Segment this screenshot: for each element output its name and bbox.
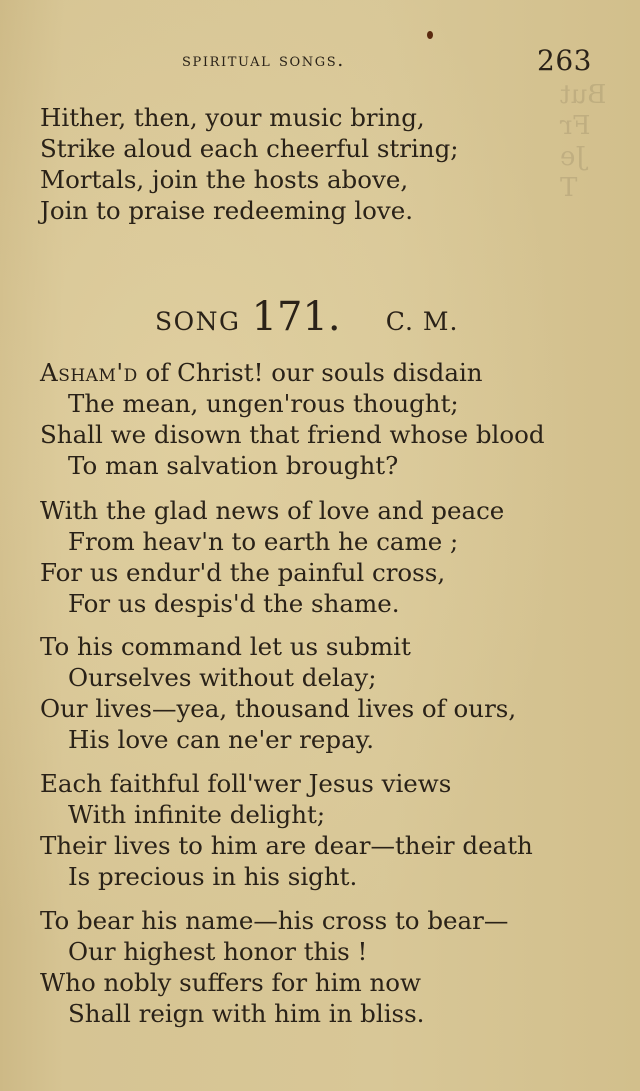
verse-line: Mortals, join the hosts above, [40, 165, 409, 194]
stanza-3 [40, 631, 516, 755]
song-label: SONG [155, 307, 241, 336]
page-number: 263 [537, 44, 592, 77]
verse-line-text: of Christ! our souls disdain [137, 358, 483, 387]
stanza-lead-word: Asham'd [40, 358, 138, 387]
song-number: 171. [251, 294, 341, 340]
verse-line: Who nobly suffers for him now [40, 968, 421, 997]
page-header [182, 44, 592, 76]
verse-line: To his command let us submit [40, 632, 411, 661]
ink-stain [427, 31, 433, 39]
verse-line: With infinite delight; [68, 800, 326, 829]
verse-line: Our lives—yea, thousand lives of ours, [40, 694, 517, 723]
stanza-1 [40, 357, 545, 481]
running-title: spiritual songs. [182, 49, 345, 71]
song-meter: C. M. [385, 307, 459, 336]
verse-line: The mean, ungen'rous thought; [68, 389, 459, 418]
stanza-4 [40, 768, 533, 892]
verse-line: Ourselves without delay; [68, 663, 377, 692]
previous-song-ending [40, 102, 459, 226]
verse-line: Our highest honor this ! [68, 937, 368, 966]
song-heading [155, 294, 485, 342]
verse-line [40, 357, 545, 388]
verse-line: Shall we disown that friend whose blood [40, 420, 545, 449]
verse-line: With the glad news of love and peace [40, 496, 505, 525]
verse-line: To bear his name—his cross to bear— [40, 906, 509, 935]
verse-line: Join to praise redeeming love. [40, 196, 413, 225]
verse-line: His love can ne'er repay. [68, 725, 375, 754]
verse-line: Shall reign with him in bliss. [68, 999, 425, 1028]
verse-line: To man salvation brought? [68, 451, 399, 480]
stanza-2 [40, 495, 504, 619]
stanza-5 [40, 905, 508, 1029]
verse-line: From heav'n to earth he came ; [68, 527, 459, 556]
verse-line: Strike aloud each cheerful string; [40, 134, 459, 163]
verse-line: Their lives to him are dear—their death [40, 831, 533, 860]
verse-line: Is precious in his sight. [68, 862, 358, 891]
verse-line: For us endur'd the painful cross, [40, 558, 446, 587]
verse-line: For us despis'd the shame. [68, 589, 400, 618]
verse-line: Hither, then, your music bring, [40, 103, 425, 132]
show-through-text: But Fr Je T [560, 80, 607, 203]
verse-line: Each faithful foll'wer Jesus views [40, 769, 452, 798]
